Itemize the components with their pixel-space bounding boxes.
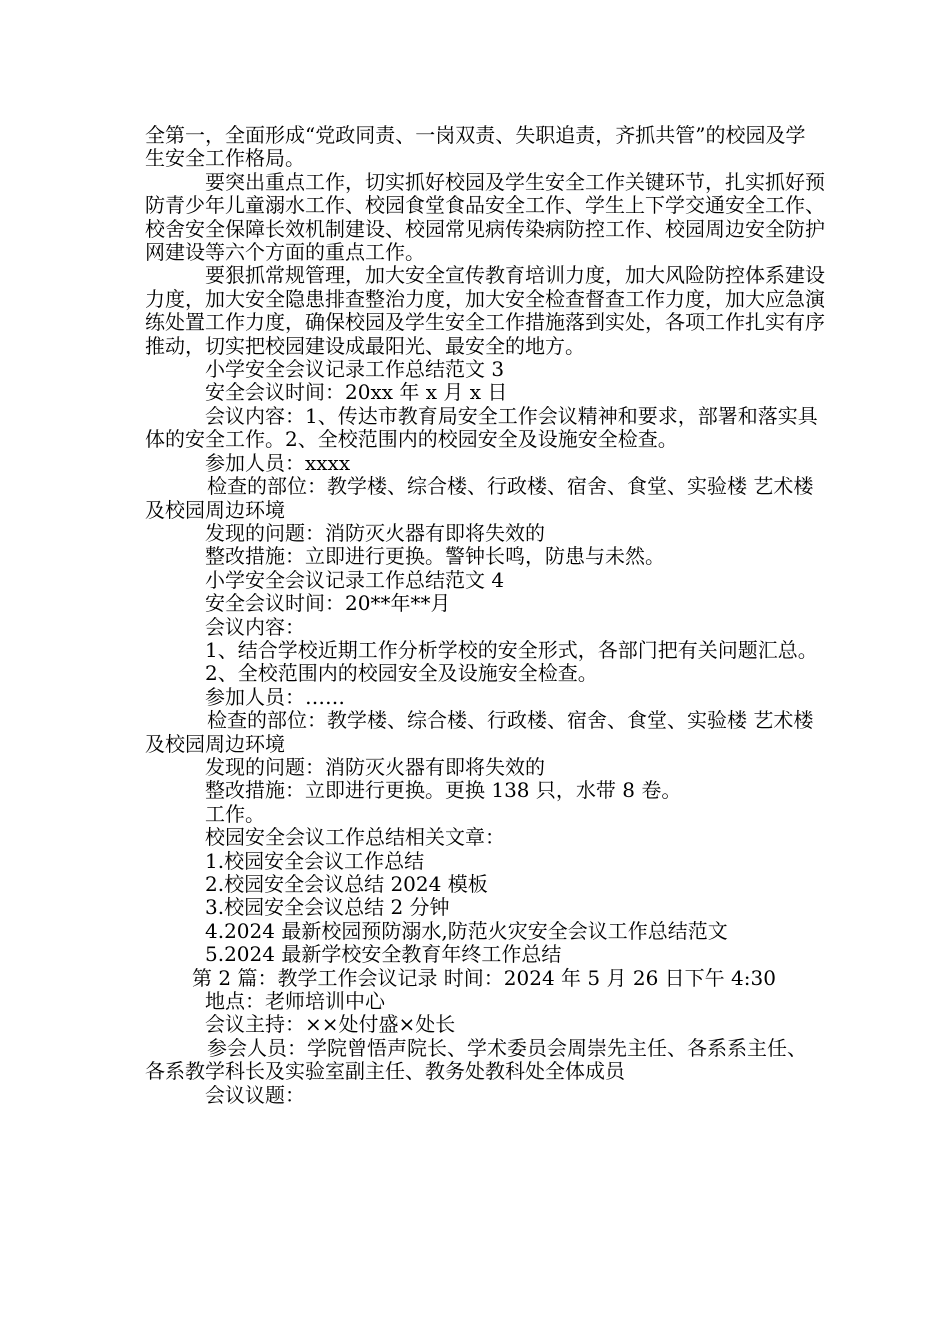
- paragraph: 全第一，全面形成“党政同责、一岗双责、失职追责，齐抓共管”的校园及学生安全工作格局。: [145, 123, 806, 171]
- paragraph: 会议内容：: [205, 614, 305, 639]
- paragraph: 2、全校范围内的校园安全及设施安全检查。: [205, 661, 598, 686]
- paragraph: 安全会议时间：20**年**月: [205, 591, 451, 616]
- paragraph: 安全会议时间：20xx 年 x 月 x 日: [205, 380, 508, 405]
- paragraph: 参加人员：xxxx: [205, 450, 351, 475]
- paragraph: 会议主持：××处付盛×处长: [205, 1012, 456, 1037]
- paragraph: 3.校园安全会议总结 2 分钟: [205, 895, 450, 920]
- paragraph: 2.校园安全会议总结 2024 模板: [205, 872, 488, 896]
- paragraph: 小学安全会议记录工作总结范文 4: [205, 567, 505, 592]
- paragraph: 1、结合学校近期工作分析学校的安全形式，各部门把有关问题汇总。: [205, 637, 818, 662]
- paragraph: 发现的问题：消防灭火器有即将失效的: [205, 520, 545, 545]
- paragraph: 检查的部位：教学楼、综合楼、行政楼、宿舍、食堂、实验楼 艺术楼及校园周边环境: [145, 474, 814, 522]
- paragraph: 要突出重点工作，切实抓好校园及学生安全工作关键环节，扎实抓好预防青少年儿童溺水工作、校园食堂食品安全工作、学生上下学交通安全工作、校舍安全保障长效机制建设、校园常见病传染病防控工作、校园周边安全防护网建设等六个方面的重点工作。: [145, 169, 825, 265]
- paragraph: 1.校园安全会议工作总结: [205, 848, 425, 873]
- paragraph: 参会人员：学院曾悟声院长、学术委员会周崇先主任、各系系主任、各系教学科长及实验室副主任、教务处教科处全体成员: [145, 1035, 807, 1084]
- paragraph: 检查的部位：教学楼、综合楼、行政楼、宿舍、食堂、实验楼 艺术楼及校园周边环境: [145, 708, 814, 756]
- paragraph: 5.2024 最新学校安全教育年终工作总结: [205, 942, 562, 967]
- paragraph: 要狠抓常规管理，加大安全宣传教育培训力度，加大风险防控体系建设力度，加大安全隐患排查整治力度，加大安全检查督查工作力度，加大应急演练处置工作力度，确保校园及学生安全工作措施落到实处，各项工作扎实有序推动，切实把校园建设成最阳光、最安全的地方。: [145, 263, 825, 358]
- document-body: [145, 124, 825, 1107]
- paragraph: 整改措施：立即进行更换。警钟长鸣，防患与未然。: [205, 544, 665, 569]
- paragraph: 发现的问题：消防灭火器有即将失效的: [205, 754, 545, 779]
- paragraph: 第 2 篇：教学工作会议记录 时间：2024 年 5 月 26 日下午 4:30: [192, 965, 776, 990]
- paragraph: 4.2024 最新校园预防溺水,防范火灾安全会议工作总结范文: [205, 918, 728, 943]
- paragraph: 参加人员：……: [205, 684, 345, 709]
- paragraph: 整改措施：立即进行更换。更换 138 只，水带 8 卷。: [205, 778, 682, 803]
- paragraph: 地点：老师培训中心: [205, 989, 385, 1014]
- paragraph: 小学安全会议记录工作总结范文 3: [205, 357, 505, 382]
- paragraph: 工作。: [205, 801, 265, 826]
- paragraph: 会议内容：1、传达市教育局安全工作会议精神和要求，部署和落实具体的安全工作。2、全校范围内的校园安全及设施安全检查。: [145, 403, 818, 452]
- paragraph: 会议议题：: [205, 1082, 305, 1107]
- paragraph: 校园安全会议工作总结相关文章：: [205, 825, 505, 850]
